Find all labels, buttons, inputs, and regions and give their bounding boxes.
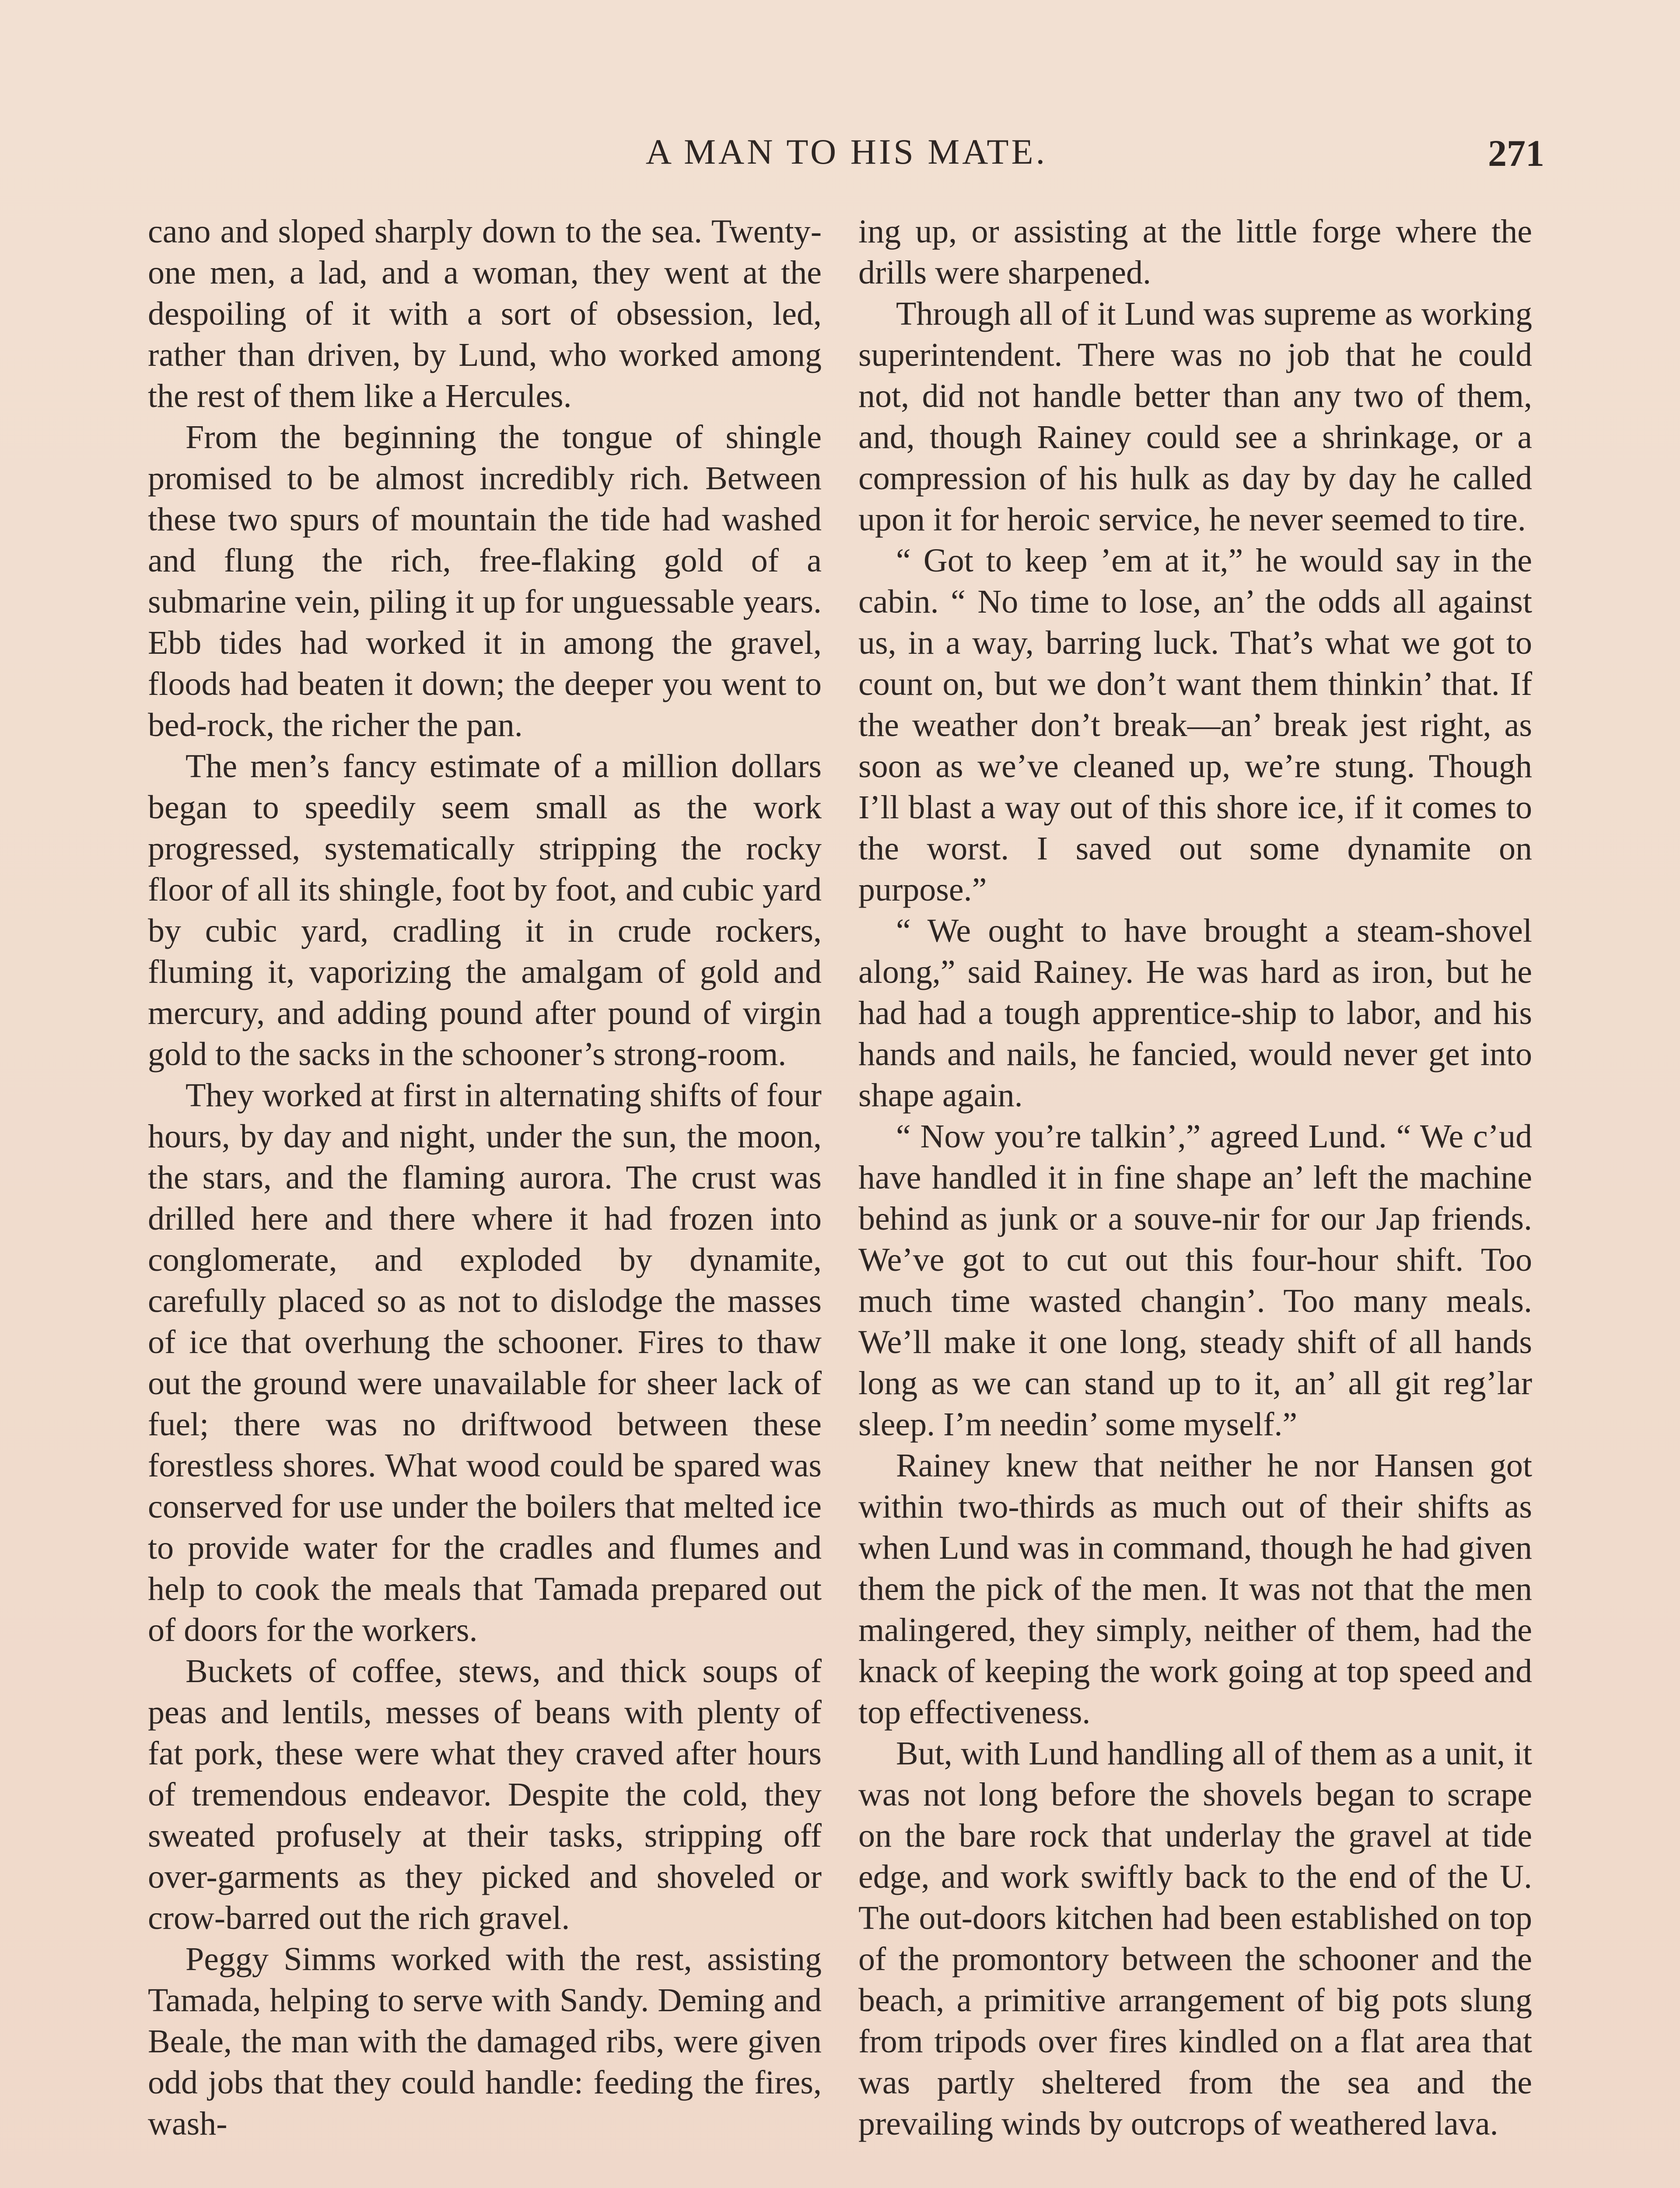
paragraph: cano and sloped sharply down to the sea. Twenty-one men, a lad, and a woman, they went at the despoiling of it with a sort of obsession, led, rather than driven, by Lund, who worked among the rest of them like a Hercules. (148, 213, 822, 414)
running-head: A MAN TO HIS MATE. (645, 132, 1048, 172)
paragraph: “ Now you’re talkin’,” agreed Lund. “ We c’ud have handled it in fine shape an’ left the machine behind as junk or a souve-nir for our Jap friends. We’ve got to cut out this four-hour shift. Too much time wasted changin’. Too many meals. We’ll make it one long, steady shift of all hands long as we can stand up to it, an’ all git reg’lar sleep. I’m needin’ some myself.” (858, 1118, 1532, 1443)
page-number: 271 (1488, 132, 1544, 174)
paragraph: From the beginning the tongue of shingle promised to be almost incredibly rich. Between these two spurs of mountain the tide had washed and flung the rich, free-flaking gold of a submarine vein, piling it up for unguessable years. Ebb tides had worked it in among the gravel, floods had beaten it down; the deeper you went to bed-rock, the richer the pan. (148, 419, 822, 743)
paragraph: Peggy Simms worked with the rest, assisting Tamada, helping to serve with Sandy. Deming and Beale, the man with the damaged ribs, were given odd jobs that they could handle: feeding the fires, wash- (148, 1941, 822, 2142)
paragraph: “ Got to keep ’em at it,” he would say in the cabin. “ No time to lose, an’ the odds all against us, in a way, barring luck. That’s what we got to count on, but we don’t want them thinkin’ that. If the weather don’t break—an’ break jest right, as soon as we’ve cleaned up, we’re stung. Though I’ll blast a way out of this shore ice, if it comes to the worst. I saved out some dynamite on purpose.” (858, 542, 1532, 908)
paragraph: “ We ought to have brought a steam-shovel along,” said Rainey. He was hard as iron, but he had had a tough apprentice-ship to labor, and his hands and nails, he fancied, would never get into shape again. (858, 912, 1532, 1114)
paragraph: But, with Lund handling all of them as a unit, it was not long before the shovels began to scrape on the bare rock that underlay the gravel at tide edge, and work swiftly back to the end of the U. The out-doors kitchen had been established on top of the promontory between the schooner and the beach, a primitive arrangement of big pots slung from tripods over fires kindled on a flat area that was partly sheltered from the sea and the prevailing winds by outcrops of weathered lava. (858, 1735, 1532, 2142)
paragraph: ing up, or assisting at the little forge where the drills were sharpened. (858, 213, 1532, 291)
paragraph: They worked at first in alternating shifts of four hours, by day and night, under the sun, the moon, the stars, and the flaming aurora. The crust was drilled here and there where it had frozen into conglomerate, and exploded by dynamite, carefully placed so as not to dislodge the masses of ice that overhung the schooner. Fires to thaw out the ground were unavailable for sheer lack of fuel; there was no driftwood between these forestless shores. What wood could be spared was conserved for use under the boilers that melted ice to provide water for the cradles and flumes and help to cook the meals that Tamada prepared out of doors for the workers. (148, 1077, 822, 1648)
left-column (148, 211, 822, 2144)
paragraph: The men’s fancy estimate of a million dollars began to speedily seem small as the work progressed, systematically stripping the rocky floor of all its shingle, foot by foot, and cubic yard by cubic yard, cradling it in crude rockers, fluming it, vaporizing the amalgam of gold and mercury, and adding pound after pound of virgin gold to the sacks in the schooner’s strong-room. (148, 748, 822, 1073)
page-header (149, 131, 1544, 184)
paragraph: Buckets of coffee, stews, and thick soups of peas and lentils, messes of beans with plenty of fat pork, these were what they craved after hours of tremendous endeavor. Despite the cold, they sweated profusely at their tasks, stripping off over-garments as they picked and shoveled or crow-barred out the rich gravel. (148, 1653, 822, 1936)
paragraph: Through all of it Lund was supreme as working superintendent. There was no job that he could not, did not handle better than any two of them, and, though Rainey could see a shrinkage, or a compression of his hulk as day by day he called upon it for heroic service, he never seemed to tire. (858, 295, 1532, 538)
paragraph: Rainey knew that neither he nor Hansen got within two-thirds as much out of their shifts as when Lund was in command, though he had given them the pick of the men. It was not that the men malingered, they simply, neither of them, had the knack of keeping the work going at top speed and top effectiveness. (858, 1447, 1532, 1731)
right-column (858, 211, 1532, 2144)
